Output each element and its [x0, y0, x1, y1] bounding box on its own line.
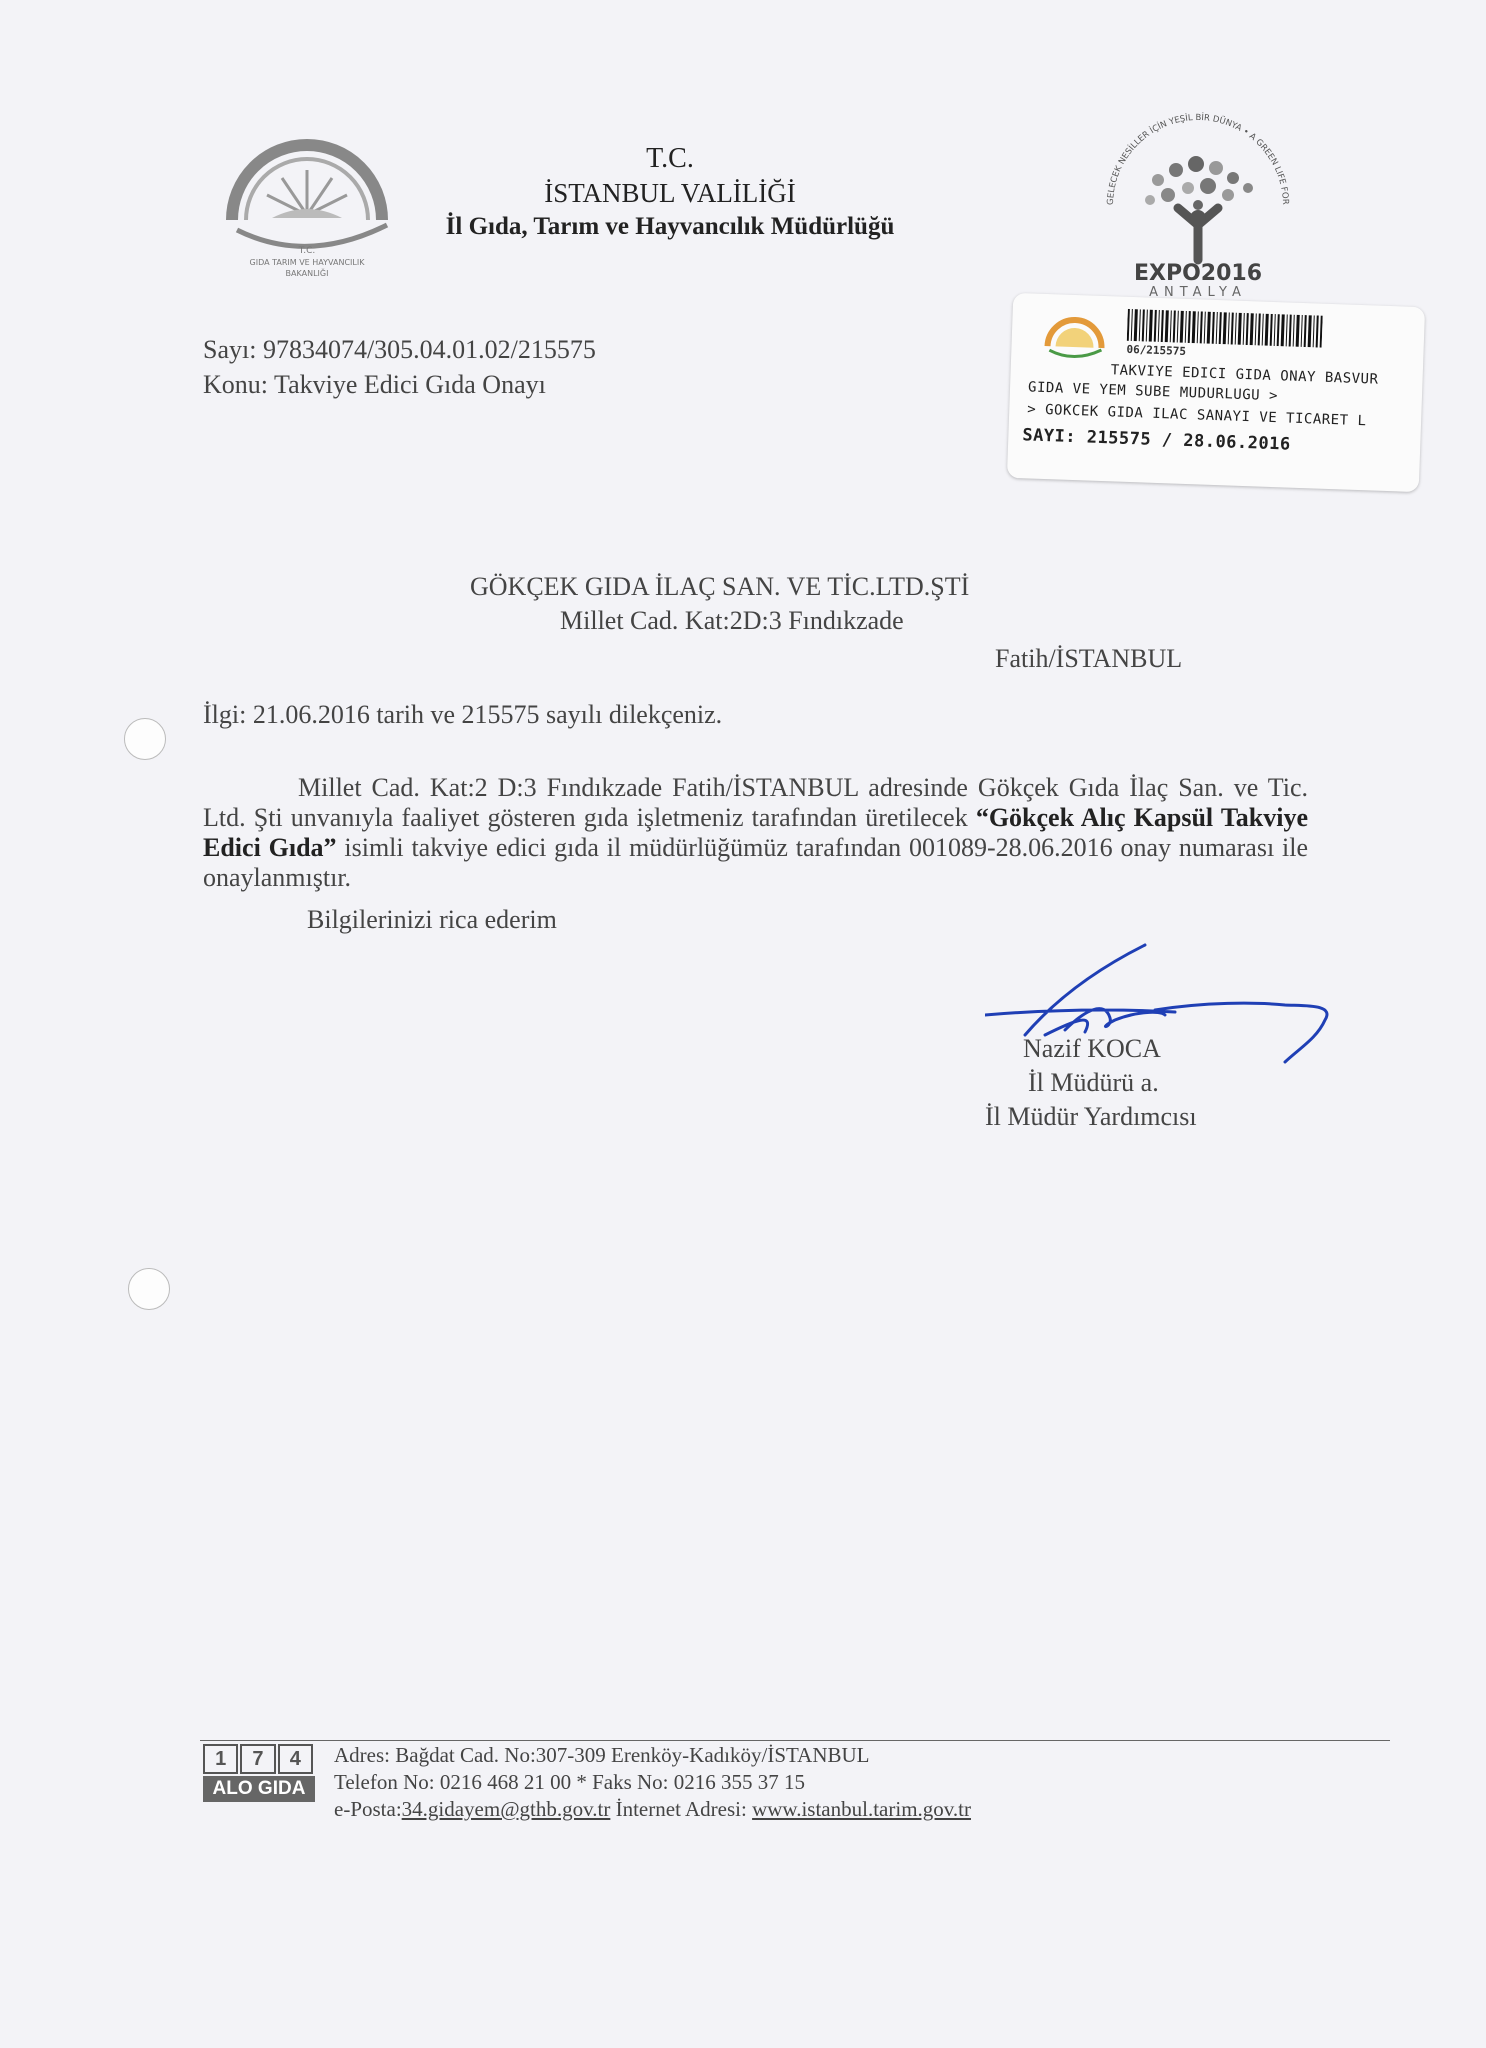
sticker-line-1: TAKVIYE EDICI GIDA ONAY BASVUR	[1110, 362, 1379, 388]
email-label: e-Posta:	[334, 1797, 402, 1821]
barcode	[1127, 309, 1323, 348]
signatory-block	[985, 1032, 1197, 1134]
punch-hole-top	[124, 718, 166, 760]
header-governorship: İSTANBUL VALİLİĞİ	[544, 178, 796, 208]
recipient-name: GÖKÇEK GIDA İLAÇ SAN. VE TİC.LTD.ŞTİ	[470, 572, 970, 601]
signatory-role-2: İl Müdür Yardımcısı	[985, 1102, 1197, 1131]
barcode-number: 06/215575	[1126, 342, 1187, 358]
sticker-line-4: SAYI: 215575 / 28.06.2016	[1022, 425, 1291, 455]
reference-subject: Konu: Takviye Edici Gıda Onayı	[203, 370, 546, 399]
logo-text-1: T.C.	[298, 246, 316, 256]
logo-text-3: BAKANLIĞI	[285, 269, 329, 278]
footer-address: Adres: Bağdat Cad. No:307-309 Erenköy-Kadıköy/İSTANBUL	[334, 1743, 870, 1767]
hotline-digit: 1	[203, 1744, 238, 1774]
alo-gida-hotline-logo	[203, 1744, 315, 1802]
expo-city: ANTALYA	[1149, 285, 1247, 300]
body-paragraph	[203, 773, 1308, 893]
footer-contact	[334, 1742, 971, 1823]
expo-2016-logo	[1088, 100, 1308, 305]
body-product-name: “Gökçek Alıç Kapsül Takviye Edici Gıda”	[203, 803, 1308, 862]
body-part-2: isimli takviye edici gıda il müdürlüğümüz tarafından 001089-28.06.2016 onay numarası ile onaylanmıştır.	[203, 833, 1309, 892]
letter-body	[203, 773, 1308, 893]
expo-brand: EXPO2016	[1133, 261, 1263, 286]
logo-text-2: GIDA TARIM VE HAYVANCILIK	[249, 258, 365, 267]
hotline-digit: 7	[240, 1744, 275, 1774]
recipient-block	[470, 570, 1183, 673]
signatory-name: Nazif KOCA	[1023, 1034, 1161, 1063]
letterhead	[420, 142, 920, 244]
header-directorate: İl Gıda, Tarım ve Hayvancılık Müdürlüğü	[445, 213, 895, 240]
registry-sticker	[1007, 293, 1425, 492]
signatory-role-1: İl Müdürü a.	[1028, 1068, 1159, 1097]
expo-arc-text: GELECEK NESİLLER İÇİN YEŞİL BİR DÜNYA • A GREEN LIFE FOR	[1105, 112, 1291, 206]
website-link[interactable]: www.istanbul.tarim.gov.tr	[752, 1797, 971, 1821]
body-part-1: Millet Cad. Kat:2 D:3 Fındıkzade Fatih/İSTANBUL adresinde Gökçek Gıda İlaç San. ve Tic. Ltd. Şti unvanıyla faaliyet gösteren gıda işletmeniz tarafından üretilecek	[203, 773, 1308, 832]
recipient-address: Millet Cad. Kat:2D:3 Fındıkzade	[560, 606, 904, 635]
hotline-label: ALO GIDA	[203, 1776, 315, 1802]
reference-number: Sayı: 97834074/305.04.01.02/215575	[203, 335, 596, 364]
reference-block	[203, 332, 596, 402]
punch-hole-bottom	[128, 1268, 170, 1310]
sticker-ministry-logo	[1041, 306, 1109, 372]
recipient-city: Fatih/İSTANBUL	[995, 644, 1183, 673]
sticker-line-3: > GOKCEK GIDA ILAC SANAYI VE TICARET L	[1027, 401, 1367, 430]
related-reference: İlgi: 21.06.2016 tarih ve 215575 sayılı dilekçeniz.	[203, 700, 723, 729]
web-label: İnternet Adresi:	[615, 1797, 747, 1821]
footer-divider	[200, 1740, 1390, 1741]
email-link[interactable]: 34.gidayem@gthb.gov.tr	[401, 1797, 611, 1821]
footer-phone: Telefon No: 0216 468 21 00 * Faks No: 0216 355 37 15	[334, 1770, 806, 1794]
hotline-digit: 4	[278, 1744, 313, 1774]
sticker-line-2: GIDA VE YEM SUBE MUDURLUGU >	[1027, 379, 1279, 405]
ministry-logo	[212, 110, 402, 290]
header-tc: T.C.	[646, 143, 694, 174]
expo-tree-icon	[1145, 156, 1253, 260]
closing-line: Bilgilerinizi rica ederim	[307, 905, 557, 934]
footer-email-web	[334, 1796, 971, 1823]
